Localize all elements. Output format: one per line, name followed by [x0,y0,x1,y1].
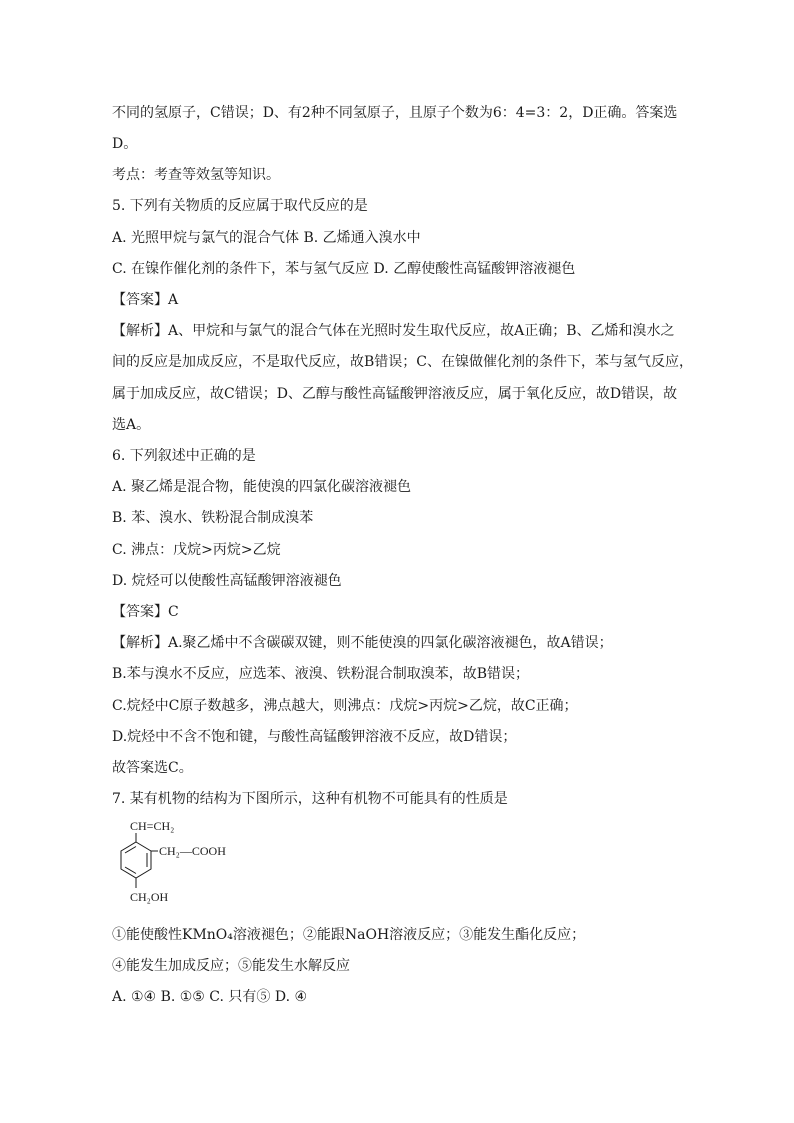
question-6-option-a: A. 聚乙烯是混合物，能使溴的四氯化碳溶液褪色 [112,479,412,495]
explanation-line: 选A。 [112,417,151,433]
question-6-option-b: B. 苯、溴水、铁粉混合制成溴苯 [112,510,314,526]
question-7-options: A. ①④ B. ①⑤ C. 只有⑤ D. ④ [112,989,308,1005]
explanation-line: C.烷烃中C原子数越多，沸点越大，则沸点：戊烷>丙烷>乙烷，故C正确； [112,698,578,714]
question-5-options-ab: A. 光照甲烷与氯气的混合气体 B. 乙烯通入溴水中 [112,230,421,246]
explanation-line: 【解析】A、甲烷和与氯气的混合气体在光照时发生取代反应，故A正确；B、乙烯和溴水之 [112,323,675,339]
explanation-line: 属于加成反应，故C错误；D、乙醇与酸性高锰酸钾溶液反应，属于氧化反应，故D错误，故 [112,386,678,402]
explanation-line: D.烷烃中不含不饱和键，与酸性高锰酸钾溶液不反应，故D错误； [112,729,517,745]
question-7-stem: 7. 某有机物的结构为下图所示，这种有机物不可能具有的性质是 [112,791,508,807]
question-6-option-d: D. 烷烃可以使酸性高锰酸钾溶液褪色 [112,573,342,589]
structural-formula [118,818,258,908]
formula-bottom-group: CH₂OH [130,890,169,904]
explanation-line: 故答案选C。 [112,760,193,776]
formula-top-group: CH=CH₂ [130,819,175,833]
question-7-property-list: ①能使酸性KMnO₄溶液褪色；②能跟NaOH溶液反应；③能发生酯化反应； [112,927,586,943]
answer-label: 【答案】A [112,292,179,308]
question-6-option-c: C. 沸点：戊烷>丙烷>乙烷 [112,542,281,558]
question-5-stem: 5. 下列有关物质的反应属于取代反应的是 [112,198,368,214]
explanation-line: 【解析】A.聚乙烯中不含碳碳双键，则不能使溴的四氯化碳溶液褪色，故A错误； [112,635,613,651]
question-6-stem: 6. 下列叙述中正确的是 [112,448,256,464]
answer-label: 【答案】C [112,604,179,620]
text-line: 考点：考查等效氢等知识。 [112,167,280,183]
explanation-line: B.苯与溴水不反应，应选苯、液溴、铁粉混合制取溴苯，故B错误； [112,666,530,682]
question-7-property-list: ④能发生加成反应；⑤能发生水解反应 [112,958,350,974]
text-line: D。 [112,136,138,152]
explanation-line: 间的反应是加成反应，不是取代反应，故B错误；C、在镍做催化剂的条件下，苯与氢气反应， [112,354,693,370]
formula-side-group: CH₂—COOH [159,844,226,858]
question-5-options-cd: C. 在镍作催化剂的条件下，苯与氢气反应 D. 乙醇使酸性高锰酸钾溶液褪色 [112,261,576,277]
text-line: 不同的氢原子，C错误；D、有2种不同氢原子，且原子个数为6：4=3：2，D正确。答案选 [112,105,678,121]
